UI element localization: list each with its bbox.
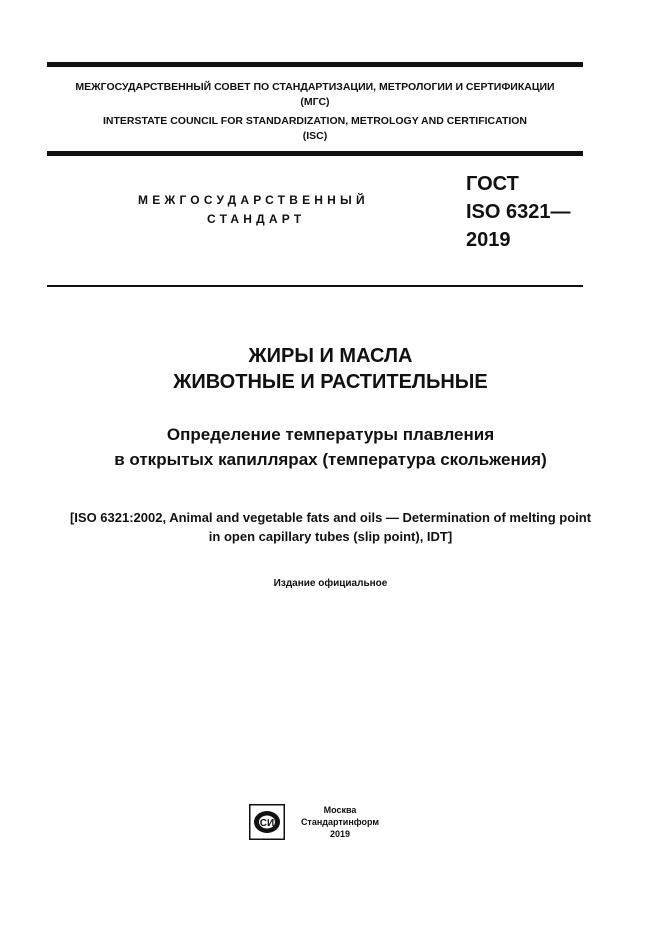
designation-line2: ISO 6321— <box>466 201 571 223</box>
council-en-line1: INTERSTATE COUNCIL FOR STANDARDIZATION, METROLOGY AND CERTIFICATION <box>102 115 528 127</box>
designation-line3: 2019 <box>466 229 511 251</box>
subtitle <box>0 422 661 472</box>
council-ru-line1: МЕЖГОСУДАРСТВЕННЫЙ СОВЕТ ПО СТАНДАРТИЗАЦИИ, МЕТРОЛОГИИ И СЕРТИФИКАЦИИ <box>75 81 555 93</box>
council-en-line2: (ISC) <box>302 130 328 142</box>
iso-reference <box>0 508 661 546</box>
designation-bottom-rule <box>47 285 583 287</box>
standartinform-logo-icon <box>249 804 285 840</box>
council-bottom-rule <box>47 151 583 156</box>
main-title-line1: ЖИРЫ И МАСЛА <box>248 345 413 367</box>
subtitle-line2: в открытых капиллярах (температура скольжения) <box>114 450 547 469</box>
publisher-city: Москва <box>323 805 357 815</box>
iso-reference-line1: [ISO 6321:2002, Animal and vegetable fats and oils — Determination of melting point <box>69 510 592 525</box>
top-rule <box>47 62 583 67</box>
logo-text: СИ <box>259 818 275 829</box>
council-header <box>47 80 583 144</box>
main-title-line2: ЖИВОТНЫЕ И РАСТИТЕЛЬНЫЕ <box>173 371 488 393</box>
iso-reference-line2: in open capillary tubes (slip point), IDT] <box>208 529 453 544</box>
edition-label: Издание официальное <box>273 578 388 589</box>
main-title <box>0 343 661 395</box>
designation-line1: ГОСТ <box>466 173 519 195</box>
subtitle-line1: Определение температуры плавления <box>166 425 495 444</box>
standard-type-line2: СТАНДАРТ <box>207 212 306 226</box>
council-ru-line2: (МГС) <box>300 96 330 108</box>
publisher-name: Стандартинформ <box>300 817 380 827</box>
standard-designation <box>466 170 571 254</box>
standard-type-line1: МЕЖГОСУДАРСТВЕННЫЙ <box>138 193 369 207</box>
publisher-info <box>292 804 388 840</box>
publisher-year: 2019 <box>329 829 351 839</box>
